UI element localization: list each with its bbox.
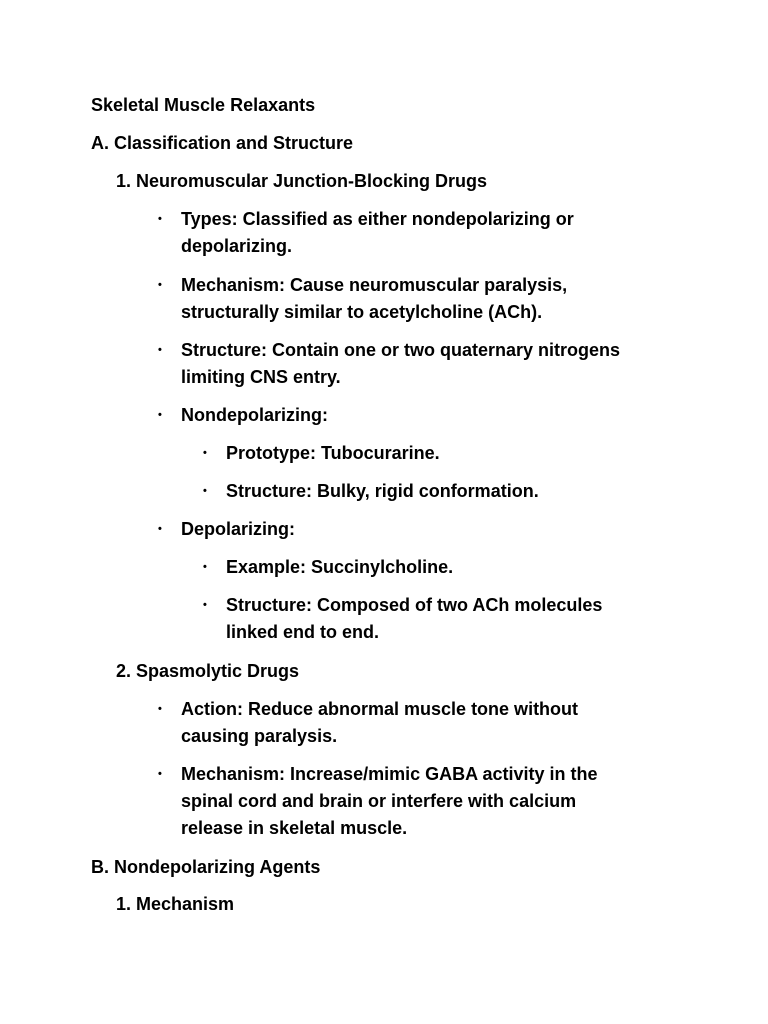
bullet-text: Depolarizing: (181, 519, 296, 539)
bullet-mechanism (158, 272, 568, 326)
bullet-nondepolarizing-structure (203, 478, 539, 505)
subsection-a1-heading: 1. Neuromuscular Junction-Blocking Drugs (116, 171, 488, 191)
bullet-types (158, 206, 574, 260)
bullet-dot: • (158, 768, 162, 780)
bullet-dot: • (158, 279, 162, 291)
bullet-text: Mechanism: Increase/mimic GABA activity in the (181, 764, 598, 784)
bullet-text: limiting CNS entry. (181, 367, 341, 387)
subsection-b1-heading: 1. Mechanism (116, 894, 235, 914)
bullet-example (203, 554, 454, 581)
bullet-depolarizing (158, 516, 296, 543)
subsection-a2-heading: 2. Spasmolytic Drugs (116, 661, 300, 681)
bullet-text: Types: Classified as either nondepolarizing or (181, 209, 574, 229)
bullet-text: linked end to end. (226, 622, 380, 642)
bullet-prototype (203, 440, 440, 467)
bullet-text: Mechanism: Cause neuromuscular paralysis, (181, 275, 568, 295)
bullet-dot: • (158, 344, 162, 356)
bullet-dot: • (203, 485, 207, 497)
bullet-text: depolarizing. (181, 236, 293, 256)
bullet-text: structurally similar to acetylcholine (ACh). (181, 302, 543, 322)
bullet-dot: • (158, 409, 162, 421)
section-a-heading: A. Classification and Structure (91, 133, 354, 153)
bullet-text: Structure: Contain one or two quaternary nitrogens (181, 340, 621, 360)
bullet-spasmolytic-mechanism (158, 761, 598, 842)
bullet-dot: • (203, 561, 207, 573)
document-title: Skeletal Muscle Relaxants (91, 95, 316, 115)
bullet-text: Structure: Bulky, rigid conformation. (226, 481, 539, 501)
bullet-dot: • (158, 703, 162, 715)
section-b-heading: B. Nondepolarizing Agents (91, 857, 321, 877)
bullet-action (158, 696, 579, 750)
bullet-dot: • (203, 599, 207, 611)
bullet-text: Structure: Composed of two ACh molecules (226, 595, 603, 615)
bullet-text: Action: Reduce abnormal muscle tone without (181, 699, 579, 719)
bullet-dot: • (158, 213, 162, 225)
bullet-depolarizing-structure (203, 592, 603, 646)
bullet-text: Prototype: Tubocurarine. (226, 443, 440, 463)
bullet-text: spinal cord and brain or interfere with calcium (181, 791, 577, 811)
bullet-text: Example: Succinylcholine. (226, 557, 454, 577)
bullet-dot: • (158, 523, 162, 535)
bullet-text: Nondepolarizing: (181, 405, 328, 425)
bullet-structure (158, 337, 621, 391)
bullet-text: causing paralysis. (181, 726, 338, 746)
bullet-dot: • (203, 447, 207, 459)
bullet-text: release in skeletal muscle. (181, 818, 408, 838)
bullet-nondepolarizing (158, 402, 328, 429)
